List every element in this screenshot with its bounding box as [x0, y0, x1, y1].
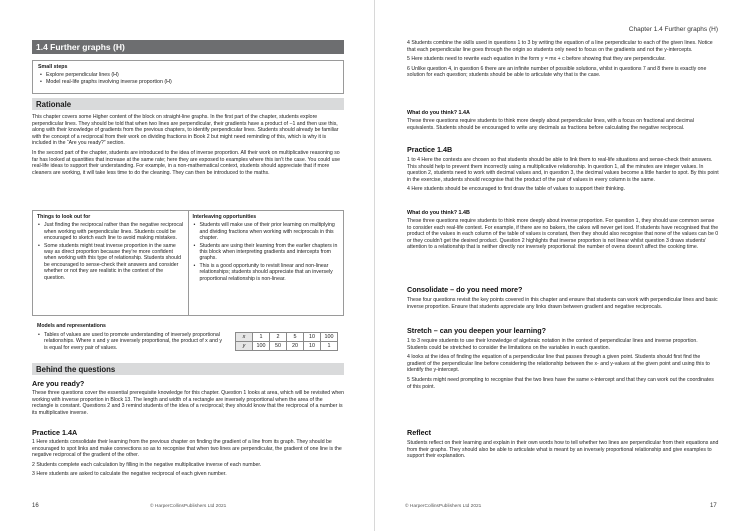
table-y-value: 1 [321, 342, 338, 351]
stretch-item: 1 to 3 require students to use their knowledge of algebraic notation in the context of perpendicular lines and inverse proportion. Students could be stretched to consider the limitations on the variables in each question. [407, 338, 698, 351]
table-x-value: 1 [253, 333, 270, 342]
right-page [375, 0, 750, 531]
practice-item: 5 Here students need to rewrite each equation in the form y = mx + c before showing that they are perpendicular. [407, 56, 666, 63]
small-steps-box [32, 60, 344, 94]
table-x-value: 100 [321, 333, 338, 342]
practice-1-4a-heading: Practice 1.4A [32, 428, 78, 437]
look-out-item: • Some students might treat inverse proportion in the same way as direct proportion because they’re more confident when working with this type of relationship. Students should be encouraged to sense-check their answers and consider whether or not they are realistic in the context of the question. [37, 243, 184, 281]
interleaving-item: • Students are using their learning from the earlier chapters in this block when interpreting gradients and intercepts from graphs. [193, 243, 340, 262]
behind-questions-heading: Behind the questions [32, 363, 344, 375]
models-item: • Tables of values are used to promote understanding of inversely proportional relationships. Where x and y are inversely proportional, the product of x and y is equal for every pair of values. [37, 332, 227, 351]
look-out-title: Things to look out for [37, 214, 91, 220]
practice-item: 1 to 4 Here the contexts are chosen so that students should be able to link them to real-life situations and sense-check their answers. This should help to prevent them incorrectly using a multiplicative relationship. In question 1, all the minutes are integer values. In question 2, students need to work with decimal values and, in question 3, the decimal values become a little harder to spot. By this point in the exercise, students should recognise that the product of the pair of values in every column is the same. [407, 157, 719, 183]
running-head: Chapter 1.4 Further graphs (H) [628, 26, 718, 33]
table-x-value: 2 [270, 333, 287, 342]
chapter-title: 1.4 Further graphs (H) [32, 40, 344, 54]
consolidate-heading: Consolidate – do you need more? [407, 285, 523, 294]
practice-item: 4 Students combine the skills used in questions 1 to 3 by writing the equation of a line perpendicular to each of the given lines. Notice that each perpendicular line goes through the origin so students only need to focus on the gradients and not the y-intercepts. [407, 40, 713, 53]
are-you-ready-text: These three questions cover the essential prerequisite knowledge for this chapter. Question 1 looks at area, which will be revisited when working with inverse proportion in Block 13. The length and width of a rectangle are inversely proportional when the area of the rectangle is constant. Questions 2 and 3 remind students of the idea of a reciprocal; they should know that the reciprocal of a number is its multiplicative inverse. [32, 390, 344, 416]
interleaving-item: • This is a good opportunity to revisit linear and non-linear relationships; students should appreciate that an inversely proportional relationship is non-linear. [193, 263, 340, 282]
wdyt-1-4a-heading: What do you think? 1.4A [407, 110, 470, 116]
page-number-left: 16 [32, 503, 39, 509]
table-y-label: y [236, 342, 253, 351]
practice-item: 1 Here students consolidate their learning from the previous chapter on finding the gradient of a line from its graph. They should be encouraged to spot links and make connections so as to recognise that when two lines are perpendicular, the gradient of one line is the negative reciprocal of the gradient of the other. [32, 439, 342, 459]
interleaving-item: • Students will make use of their prior learning on multiplying and dividing fractions when working with reciprocals in this chapter. [193, 222, 340, 241]
look-out-column [33, 211, 188, 315]
wdyt-1-4a-text: These three questions require students to think more deeply about perpendicular lines, with a focus on fractional and decimal equivalents. Students should be encouraged to write any decimals as fractions before calculating the negative reciprocal. [407, 118, 694, 131]
models-title: Models and representations [37, 323, 106, 329]
table-y-value: 10 [304, 342, 321, 351]
stretch-text [407, 338, 719, 393]
inverse-proportion-table [235, 332, 338, 351]
reflect-heading: Reflect [407, 428, 431, 437]
practice-1-4b-heading: Practice 1.4B [407, 145, 453, 154]
table-x-label: x [236, 333, 253, 342]
table-y-value: 50 [270, 342, 287, 351]
small-step-item: • Model real-life graphs involving inverse proportion (H) [38, 79, 338, 86]
wdyt-1-4b-text: These three questions require students to think more deeply about inverse proportion. For question 1, they should use common sense to consider each real-life context. For example, if there are no bakers, the cakes will never get iced. If students have recognised that the product of the values in each column of the table of values is constant, then they should also recognise that none of the values can be 0 or they couldn’t get the desired product. Question 2 highlights that inverse proportion is not linear whilst question 3 draws students’ attention to a relationship that is neither directly nor inversely proportional: the number of ovens doesn’t affect the cooking time. [407, 218, 719, 251]
practice-item: 6 Unlike question 4, in question 6 there are an infinite number of possible solutions, whilst in questions 7 and 8 there is exactly one solution for each question; students should be able to articulate why that is the case. [407, 65, 707, 79]
stretch-heading: Stretch – can you deepen your learning? [407, 326, 546, 335]
rationale-paragraph-1: This chapter covers some Higher content of the block on straight-line graphs. In the first part of the chapter, students explore perpendicular lines. They should be told that when two lines are perpendicular, their gradients have a product of −1 and then use this, along with their knowledge of gradients from the previous chapters, to identify perpendicular lines. Students should already be familiar with the concept of a reciprocal from their work on dividing fractions in Book 2 but might need reminding of this, which is why it is included in the “Are you ready?” section. [32, 114, 339, 147]
look-out-item: • Just finding the reciprocal rather than the negative reciprocal when working with perpendicular lines. Students could be encouraged to sketch each line to avoid making mistakes. [37, 222, 184, 241]
small-step-item: • Explore perpendicular lines (H) [38, 72, 338, 79]
copyright-left: © HarperCollinsPublishers Ltd 2021 [150, 504, 227, 509]
small-steps-title: Small steps [38, 64, 68, 70]
page-number-right: 17 [710, 503, 717, 509]
rationale-text [32, 114, 344, 179]
table-y-value: 100 [253, 342, 270, 351]
interleaving-title: Interleaving opportunities [192, 214, 257, 220]
practice-item: 4 Here students should be encouraged to first draw the table of values to support their thinking. [407, 186, 626, 193]
practice-a-continued [407, 40, 719, 82]
reflect-text: Students reflect on their learning and explain in their own words how to tell whether two lines are perpendicular from their equations and from their graphs. They should also be able to articulate what is meant by an inversely proportional relationship and give examples to support their explanation. [407, 440, 719, 460]
practice-1-4b-text [407, 157, 719, 196]
models-section [32, 320, 344, 358]
stretch-item: 4 looks at the idea of finding the equation of a perpendicular line that passes through a given point. Students should first find the gradient of the perpendicular line before considering the relationship between the x- and y-values at the given point and using this to identify the y-intercept. [407, 354, 710, 374]
table-y-value: 20 [287, 342, 304, 351]
table-x-value: 10 [304, 333, 321, 342]
practice-1-4a-text [32, 439, 344, 481]
rationale-paragraph-2: In the second part of the chapter, students are introduced to the idea of inverse proportion. All their work on multiplicative reasoning so far has looked at quantities that increase at the same rate; here they are exposed to examples where this isn’t the case. You could use real-life ideas to support their understanding. For example, in a non-mathematical context, students should appreciate that if more cleaners are working, it will take less time to do the cleaning. They can then be introduced to the maths. [32, 149, 340, 176]
practice-item: 3 Here students are asked to calculate the negative reciprocal of each given number. [32, 471, 227, 478]
copyright-right: © HarperCollinsPublishers Ltd 2021 [405, 504, 482, 509]
table-x-value: 5 [287, 333, 304, 342]
look-out-interleaving-box [32, 210, 344, 316]
consolidate-text: These four questions revisit the key points covered in this chapter and ensure that students can work with perpendicular lines and basic inverse proportion. Ensure that students appreciate any links drawn between gradient and negative reciprocals. [407, 297, 718, 310]
practice-item: 2 Students complete each calculation by filling in the negative multiplicative inverse of each number. [32, 461, 262, 468]
stretch-item: 5 Students might need prompting to recognise that the two lines have the same x-intercept and that they can work out the coordinates of this point. [407, 376, 714, 390]
interleaving-column [188, 211, 344, 315]
are-you-ready-heading: Are you ready? [32, 379, 85, 388]
rationale-heading: Rationale [32, 98, 344, 110]
wdyt-1-4b-heading: What do you think? 1.4B [407, 210, 470, 216]
